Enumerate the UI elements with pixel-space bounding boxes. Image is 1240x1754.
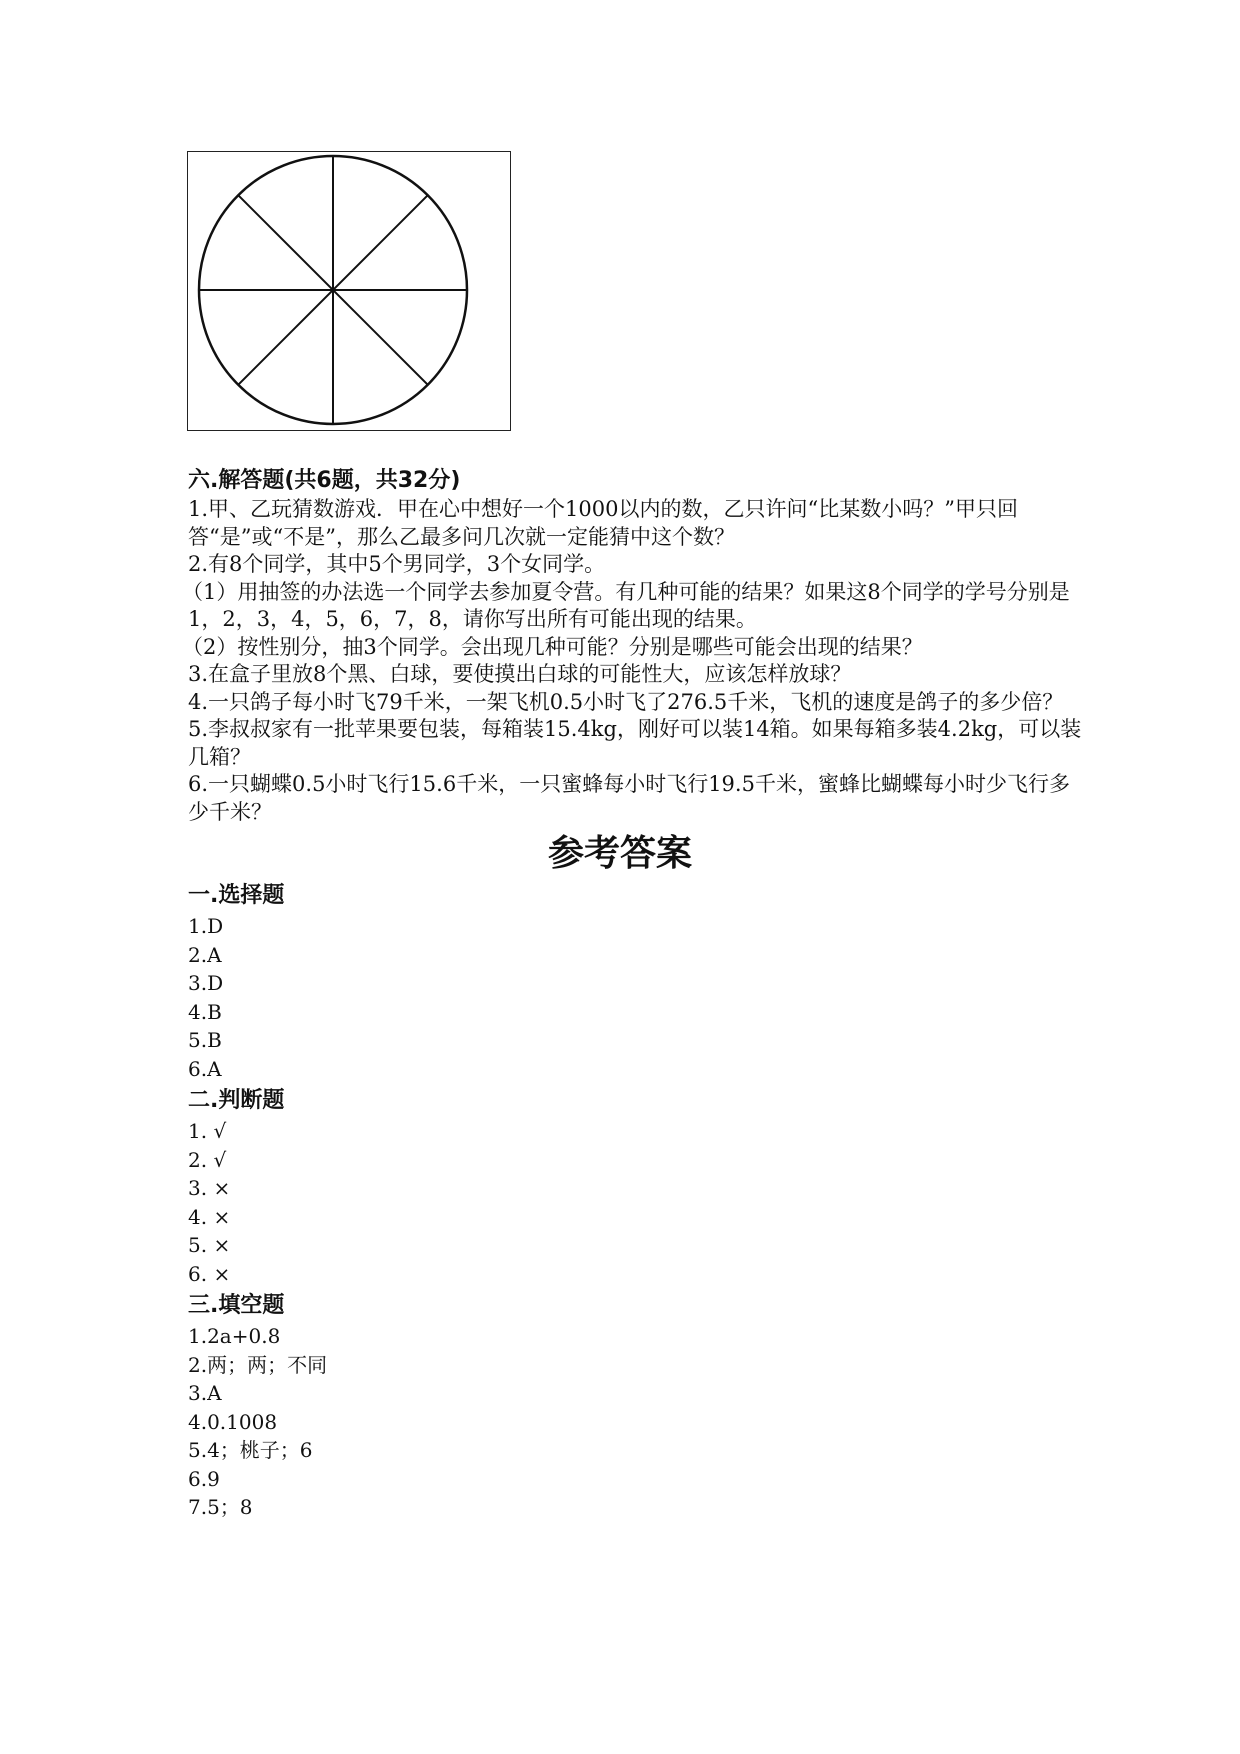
- answer-section-title: 一.选择题: [188, 883, 285, 908]
- answer-item: 6.9: [188, 1466, 220, 1491]
- question-2-part-2: （2）按性别分，抽3个同学。会出现几种可能？分别是哪些可能会出现的结果？: [182, 634, 923, 659]
- answer-item: 2.A: [188, 942, 222, 967]
- answer-item: 3.D: [188, 971, 224, 995]
- question-3: 3.在盒子里放8个黑、白球，要使摸出白球的可能性大，应该怎样放球？: [188, 662, 852, 686]
- section-title: 六.解答题(共6题，共32分): [188, 468, 461, 493]
- page-content: [182, 466, 1088, 1522]
- answer-item: 2. √: [188, 1147, 227, 1172]
- answer-item: 4. ×: [188, 1204, 231, 1229]
- answer-item: 5. ×: [188, 1233, 231, 1257]
- answer-item: 1. √: [188, 1119, 227, 1143]
- answer-item: 5.4；桃子；6: [188, 1438, 313, 1462]
- question-1: 1.甲、乙玩猜数游戏．甲在心中想好一个1000以内的数，乙只许问“比某数小吗？”甲只回答“是”或“不是”，那么乙最多问几次就一定能猜中这个数？: [188, 497, 1018, 549]
- question-5: 5.李叔叔家有一批苹果要包装，每箱装15.4kg，刚好可以装14箱。如果每箱多装4.2kg，可以装几箱？: [188, 717, 1082, 769]
- question-2-part-1: （1）用抽签的办法选一个同学去参加夏令营。有几种可能的结果？如果这8个同学的学号分别是1，2，3，4，5，6，7，8，请你写出所有可能出现的结果。: [182, 579, 1070, 631]
- answer-item: 1.2a+0.8: [188, 1324, 281, 1348]
- answer-section-title: 二.判断题: [188, 1088, 285, 1113]
- answer-item: 2.两；两；不同: [188, 1352, 328, 1377]
- circle-divided-eight-parts: [188, 152, 512, 432]
- answer-item: 7.5；8: [188, 1495, 253, 1519]
- answer-item: 3.A: [188, 1381, 222, 1405]
- answers-title: 参考答案: [547, 833, 692, 874]
- answer-item: 4.B: [188, 999, 222, 1024]
- answer-item: 5.B: [188, 1028, 222, 1052]
- question-6: 6.一只蝴蝶0.5小时飞行15.6千米，一只蜜蜂每小时飞行19.5千米，蜜蜂比蝴蝶每小时少飞行多少千米？: [188, 772, 1070, 824]
- circle-figure: [187, 151, 511, 431]
- question-4: 4.一只鸽子每小时飞79千米，一架飞机0.5小时飞了276.5千米，飞机的速度是鸽子的多少倍？: [188, 689, 1064, 714]
- question-2: 2.有8个同学，其中5个男同学，3个女同学。: [188, 552, 606, 576]
- answer-item: 1.D: [188, 914, 224, 938]
- answer-item: 4.0.1008: [188, 1409, 278, 1434]
- answer-item: 6.A: [188, 1056, 222, 1081]
- answer-item: 6. ×: [188, 1261, 231, 1286]
- answer-item: 3. ×: [188, 1176, 231, 1200]
- answer-section-title: 三.填空题: [188, 1293, 285, 1318]
